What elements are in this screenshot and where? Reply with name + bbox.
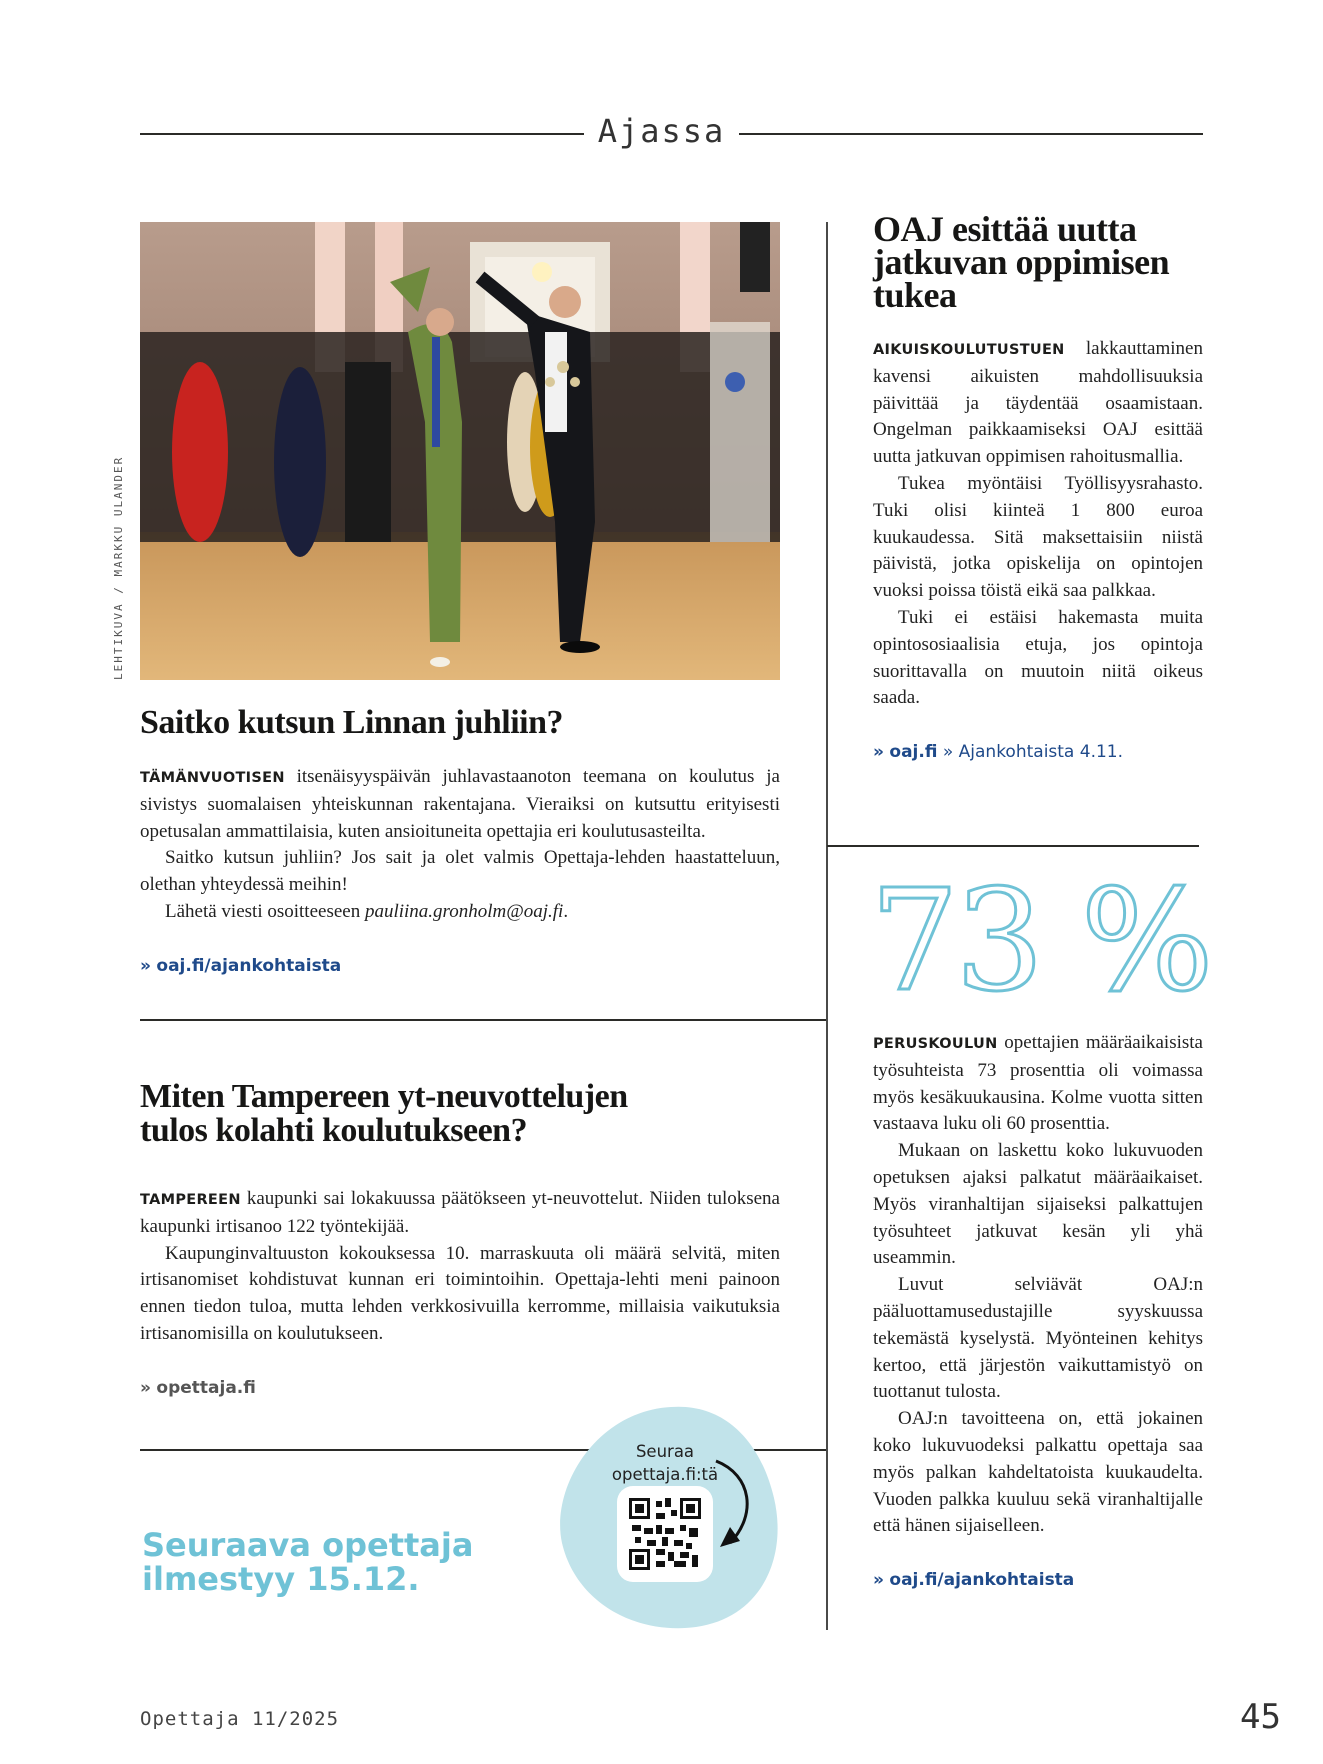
article-linna-body: [140, 764, 780, 926]
article-oaj-link[interactable]: [873, 742, 1203, 762]
curved-arrow-icon: [712, 1455, 762, 1555]
paragraph-text: opettajien määräaikaisista työsuhteista 73 prosenttia oli voimassa myös kesäkuukausina. Kolme vuotta sitten vastaava luku oli 60 prosenttia.: [873, 1032, 1203, 1135]
next-issue-line-2: ilmestyy 15.12.: [142, 1560, 420, 1598]
link-text[interactable]: opettaja.fi: [156, 1377, 256, 1398]
lead-word: TAMPEREEN: [140, 1192, 241, 1208]
title-line-1: OAJ esittää uutta: [873, 209, 1137, 249]
article-stat-p1: [873, 1030, 1203, 1138]
divider-left-1: [140, 1019, 827, 1021]
follow-line-2: opettaja.fi:tä: [611, 1465, 719, 1484]
article-stat-link[interactable]: [873, 1570, 1203, 1590]
article-tampere-p2: Kaupunginvaltuuston kokouksessa 10. marraskuuta oli määrä selvitä, miten irtisanomiset kohdistuvat kunnan eri toimintoihin. Opettaja-lehti meni painoon ennen tiedon tuloa, mutta lehden verkkosivuilla kerromme, millaisia vaikutuksia irtisanomisilla on koulutukseen.: [140, 1242, 780, 1344]
article-linna-p2: Saitko kutsun juhliin? Jos sait ja olet valmis Opettaja-lehden haastatteluun, olethan yhteydessä meihin!: [140, 847, 780, 896]
qr-code-icon[interactable]: [629, 1498, 701, 1570]
article-oaj: [873, 209, 1203, 763]
section-title-text: Ajassa: [584, 112, 740, 150]
article-tampere-link[interactable]: [140, 1378, 780, 1398]
title-line-2: tulos kolahti koulutukseen?: [140, 1112, 528, 1149]
link-domain[interactable]: oaj.fi: [889, 742, 938, 763]
link-arrow: »: [140, 1377, 151, 1398]
article-stat: [873, 1030, 1203, 1590]
article-linna-p1: [140, 764, 780, 845]
article-tampere: [140, 1080, 780, 1398]
article-linna-title: Saitko kutsun Linnan juhliin?: [140, 704, 564, 741]
paragraph-text: lakkauttaminen kavensi aikuisten mahdollisuuksia päivittää ja täydentää osaamistaan. Ongelman paikkaamiseksi OAJ esittää uutta jatkuvan oppimisen rahoitusmallia.: [873, 338, 1203, 468]
big-stat-number: 73 %: [870, 860, 1210, 1023]
article-tampere-title: [140, 1080, 780, 1148]
article-linna: [140, 706, 780, 976]
article-oaj-p3: Tuki ei estäisi hakemasta muita opintososiaalisia etuja, jos opintoja suorittavalla on muutoin niitä oikeus saada.: [873, 606, 1203, 709]
article-stat-p4: OAJ:n tavoitteena on, että jokainen koko lukuvuodeksi palkattu opettaja saa myös palkan kahdeltatoista kuukaudelta. Vuoden palkka kuuluu sekä viranhaltijalle että hänen sijaiselleen.: [873, 1408, 1203, 1537]
paragraph-text: Lähetä viesti osoitteeseen: [165, 900, 365, 922]
photo-credit: LEHTIKUVA / MARKKU ULANDER: [112, 455, 125, 680]
contact-email[interactable]: pauliina.gronholm@oaj.fi: [364, 900, 564, 922]
next-issue-notice: [142, 1528, 473, 1596]
article-tampere-p1: [140, 1186, 780, 1241]
link-path[interactable]: » Ajankohtaista 4.11.: [937, 742, 1124, 763]
event-photo: [140, 222, 780, 680]
article-linna-link[interactable]: [140, 956, 780, 976]
article-oaj-p2: Tukea myöntäisi Työllisyysrahasto. Tuki olisi kiinteä 1 800 euroa kuukaudessa. Sitä maksettaisiin niistä päivistä, jotka opiskelija on opintojen vuoksi poissa töistä eikä saa palkkaa.: [873, 472, 1203, 602]
lead-word: PERUSKOULUN: [873, 1036, 998, 1052]
title-line-1: Miten Tampereen yt-neuvottelujen: [140, 1078, 628, 1115]
link-arrow: »: [140, 955, 151, 976]
link-text[interactable]: oaj.fi/ajankohtaista: [889, 1570, 1075, 1591]
column-divider: [826, 222, 828, 1630]
page-number: 45: [1240, 1697, 1281, 1737]
article-oaj-body: [873, 336, 1203, 712]
article-oaj-p1: [873, 336, 1203, 471]
qr-code-box[interactable]: [617, 1486, 713, 1582]
section-title: [0, 112, 1323, 150]
article-oaj-title: [873, 209, 1203, 315]
article-linna-p3: [140, 899, 780, 926]
link-text[interactable]: oaj.fi/ajankohtaista: [156, 955, 342, 976]
publication-issue: Opettaja 11/2025: [140, 1708, 340, 1730]
lead-word: AIKUISKOULUTUSTUEN: [873, 342, 1065, 358]
lead-word: TÄMÄNVUOTISEN: [140, 770, 285, 786]
article-stat-p2: Mukaan on laskettu koko lukuvuoden opetuksen ajaksi palkatut määräaikaiset. Myös viranhaltijan sijaiseksi palkattujen työsuhteet jatkuvat kesän yli yhä useammin.: [873, 1140, 1203, 1269]
dance-photo-illustration: [140, 222, 780, 680]
punctuation: .: [563, 900, 569, 922]
next-issue-line-1: Seuraava opettaja: [142, 1526, 474, 1564]
divider-right-1: [827, 845, 1199, 847]
link-arrow: »: [873, 742, 884, 763]
paragraph-text: itsenäisyyspäivän juhlavastaanoton teemana on koulutus ja sivistys suomalaisen yhteiskunnan rakentajana. Vieraiksi on kutsuttu erityisesti opetusalan ammattilaisia, kuten ansioituneita opettajia eri koulutusasteilta.: [140, 766, 780, 842]
paragraph-text: kaupunki sai lokakuussa päätökseen yt-neuvottelut. Niiden tuloksena kaupunki irtisanoo 122 työntekijää.: [140, 1188, 780, 1237]
link-arrow: »: [873, 1570, 884, 1591]
follow-line-1: Seuraa: [635, 1442, 695, 1461]
article-tampere-body: [140, 1186, 780, 1348]
title-line-2: jatkuvan oppimisen: [873, 242, 1170, 282]
title-line-3: tukea: [873, 275, 957, 315]
article-stat-body: [873, 1030, 1203, 1540]
article-stat-p3: Luvut selviävät OAJ:n pääluottamusedustajille syyskuussa tekemästä kyselystä. Myönteinen kehitys kertoo, että järjestön vaikuttamistyö on tuottanut tulosta.: [873, 1274, 1203, 1403]
